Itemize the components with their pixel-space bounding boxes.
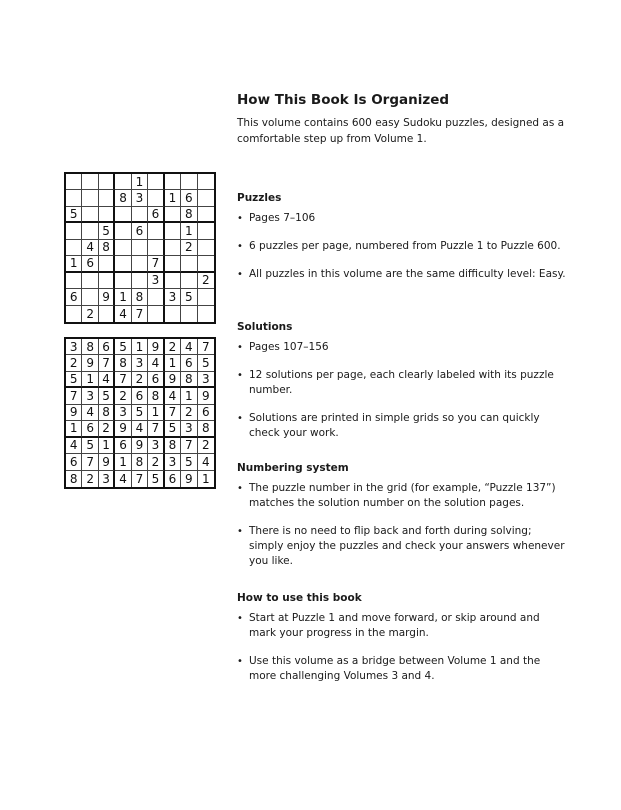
grid-cell <box>66 306 82 322</box>
grid-cell <box>66 174 82 190</box>
grid-cell: 3 <box>132 190 148 206</box>
grid-cell: 5 <box>165 421 181 437</box>
grid-cell: 5 <box>99 388 115 404</box>
grid-cell: 6 <box>82 256 98 272</box>
grid-cell: 8 <box>181 207 197 223</box>
grid-cell: 7 <box>66 388 82 404</box>
section-heading: How to use this book <box>237 592 362 604</box>
grid-cell: 4 <box>198 454 214 470</box>
bullet-icon: • <box>237 269 243 280</box>
grid-cell: 4 <box>82 240 98 256</box>
bullet-item <box>237 481 567 511</box>
bullet-icon: • <box>237 370 243 381</box>
bullet-text: Pages 7–106 <box>249 212 316 224</box>
grid-cell: 3 <box>66 339 82 355</box>
section-heading: Numbering system <box>237 462 349 474</box>
grid-cell <box>99 306 115 322</box>
grid-cell: 3 <box>148 438 164 454</box>
intro-paragraph: This volume contains 600 easy Sudoku puzzles, designed as a comfortable step up from Volume 1. <box>237 117 565 145</box>
grid-cell <box>165 240 181 256</box>
grid-cell <box>148 289 164 305</box>
grid-cell: 7 <box>198 339 214 355</box>
grid-cell <box>132 273 148 289</box>
bullet-item <box>237 211 567 226</box>
grid-cell: 9 <box>165 372 181 388</box>
grid-cell <box>181 306 197 322</box>
bullet-icon: • <box>237 483 243 494</box>
grid-cell: 5 <box>66 372 82 388</box>
grid-cell: 1 <box>66 421 82 437</box>
grid-cell <box>115 207 131 223</box>
grid-cell: 8 <box>165 438 181 454</box>
section <box>237 320 567 441</box>
grid-cell: 1 <box>181 388 197 404</box>
grid-cell: 6 <box>132 388 148 404</box>
grid-cell: 5 <box>66 207 82 223</box>
grid-cell: 2 <box>148 454 164 470</box>
grid-cell <box>115 256 131 272</box>
bullet-text: There is no need to flip back and forth during solving; simply enjoy the puzzles and check your answers whenever you like. <box>249 525 565 567</box>
grid-cell <box>165 256 181 272</box>
grid-cell: 1 <box>165 355 181 371</box>
grid-cell: 9 <box>82 355 98 371</box>
bullet-item <box>237 340 567 355</box>
page-title: How This Book Is Organized <box>237 92 450 108</box>
grid-cell <box>115 174 131 190</box>
section <box>237 591 567 684</box>
grid-cell: 9 <box>181 471 197 487</box>
grid-cell <box>198 207 214 223</box>
bullet-icon: • <box>237 241 243 252</box>
grid-cell: 5 <box>148 471 164 487</box>
grid-cell <box>198 240 214 256</box>
grid-cell <box>82 190 98 206</box>
bullet-icon: • <box>237 526 243 537</box>
bullet-list <box>237 211 567 282</box>
grid-cell: 4 <box>165 388 181 404</box>
grid-cell: 6 <box>198 405 214 421</box>
grid-cell: 7 <box>115 372 131 388</box>
grid-cell: 9 <box>115 421 131 437</box>
bullet-text: The puzzle number in the grid (for example, “Puzzle 137”) matches the solution number on the solution pages. <box>249 482 556 509</box>
bullet-icon: • <box>237 613 243 624</box>
grid-cell <box>181 256 197 272</box>
grid-cell: 4 <box>181 339 197 355</box>
grid-cell: 1 <box>181 223 197 239</box>
grid-cell: 6 <box>148 372 164 388</box>
grid-cell <box>198 190 214 206</box>
bullet-list <box>237 481 567 569</box>
bullet-item <box>237 524 567 569</box>
bullet-text: 6 puzzles per page, numbered from Puzzle 1 to Puzzle 600. <box>249 240 561 252</box>
grid-cell: 4 <box>115 306 131 322</box>
grid-cell: 9 <box>99 289 115 305</box>
grid-cell: 1 <box>82 372 98 388</box>
grid-cell: 1 <box>115 454 131 470</box>
grid-cell: 2 <box>181 405 197 421</box>
bullet-text: Solutions are printed in simple grids so you can quickly check your work. <box>249 412 540 439</box>
grid-cell: 7 <box>132 306 148 322</box>
content-column <box>237 92 567 684</box>
grid-cell: 3 <box>181 421 197 437</box>
grid-cell: 7 <box>148 421 164 437</box>
bullet-text: All puzzles in this volume are the same difficulty level: Easy. <box>249 268 566 280</box>
grid-cell <box>99 256 115 272</box>
grid-cell <box>82 273 98 289</box>
section-heading: Solutions <box>237 321 293 333</box>
grid-cell: 1 <box>99 438 115 454</box>
grid-cell: 6 <box>66 289 82 305</box>
grid-cell: 7 <box>132 471 148 487</box>
grid-cell: 4 <box>99 372 115 388</box>
bullet-item <box>237 267 567 282</box>
bullet-list <box>237 340 567 441</box>
sections <box>237 191 567 684</box>
grid-cell: 4 <box>66 438 82 454</box>
bullet-icon: • <box>237 342 243 353</box>
grid-cell: 9 <box>132 438 148 454</box>
grid-cell: 1 <box>132 174 148 190</box>
grid-cell: 1 <box>132 339 148 355</box>
grid-cell: 3 <box>198 372 214 388</box>
bullet-icon: • <box>237 213 243 224</box>
grid-cell <box>165 207 181 223</box>
grid-cell: 9 <box>99 454 115 470</box>
grid-cell <box>148 190 164 206</box>
grid-cell <box>115 223 131 239</box>
bullet-icon: • <box>237 656 243 667</box>
grid-cell <box>198 256 214 272</box>
bullet-item <box>237 368 567 398</box>
grid-cell <box>198 174 214 190</box>
bullet-text: Use this volume as a bridge between Volume 1 and the more challenging Volumes 3 and 4. <box>249 655 541 682</box>
grid-cell: 6 <box>132 223 148 239</box>
grid-cell: 7 <box>99 355 115 371</box>
grid-cell <box>99 273 115 289</box>
grid-cell <box>198 306 214 322</box>
grid-cell: 8 <box>66 471 82 487</box>
grid-cell: 8 <box>132 289 148 305</box>
puzzle-grid <box>64 172 216 324</box>
grid-cell <box>181 273 197 289</box>
grid-cell: 1 <box>115 289 131 305</box>
grid-cell: 4 <box>82 405 98 421</box>
grid-cell: 3 <box>99 471 115 487</box>
grid-cell: 3 <box>115 405 131 421</box>
grid-cell: 5 <box>181 289 197 305</box>
grid-cell <box>148 174 164 190</box>
grid-cell: 5 <box>132 405 148 421</box>
grid-cell: 6 <box>82 421 98 437</box>
grid-cell: 7 <box>148 256 164 272</box>
grid-cell: 2 <box>165 339 181 355</box>
grid-cell: 1 <box>165 190 181 206</box>
grid-cell: 7 <box>181 438 197 454</box>
grid-cell <box>115 240 131 256</box>
grid-cell: 6 <box>66 454 82 470</box>
grid-cell <box>82 223 98 239</box>
grid-cell <box>99 207 115 223</box>
grid-cell <box>132 256 148 272</box>
grid-cell: 5 <box>181 454 197 470</box>
grid-cell: 8 <box>99 405 115 421</box>
grid-cell: 4 <box>132 421 148 437</box>
grid-cell: 8 <box>181 372 197 388</box>
grid-cell: 1 <box>148 405 164 421</box>
grid-cell <box>99 174 115 190</box>
grid-cell: 4 <box>115 471 131 487</box>
grid-cell: 2 <box>99 421 115 437</box>
grid-cell <box>82 174 98 190</box>
bullet-text: 12 solutions per page, each clearly labeled with its puzzle number. <box>249 369 554 396</box>
grid-cell: 3 <box>148 273 164 289</box>
grid-cell: 9 <box>148 339 164 355</box>
grid-cell: 1 <box>66 256 82 272</box>
grid-cell: 6 <box>165 471 181 487</box>
grid-cell <box>66 190 82 206</box>
grid-cell: 6 <box>99 339 115 355</box>
grid-cell: 3 <box>165 289 181 305</box>
grid-cell <box>148 223 164 239</box>
grid-cell: 2 <box>115 388 131 404</box>
grid-cell <box>198 289 214 305</box>
grid-cell: 8 <box>198 421 214 437</box>
grid-cell: 2 <box>132 372 148 388</box>
grid-cell <box>198 223 214 239</box>
grid-cell: 8 <box>148 388 164 404</box>
grid-cell: 8 <box>99 240 115 256</box>
grid-cell: 8 <box>82 339 98 355</box>
bullet-item <box>237 654 567 684</box>
grid-cell <box>148 306 164 322</box>
grid-cell <box>132 207 148 223</box>
grid-cell: 1 <box>201 471 210 486</box>
grid-cell: 2 <box>82 306 98 322</box>
grid-cell: 5 <box>115 339 131 355</box>
grid-cell: 8 <box>115 355 131 371</box>
section-heading: Puzzles <box>237 192 282 204</box>
grid-cell: 3 <box>82 388 98 404</box>
grid-cell: 8 <box>132 454 148 470</box>
grid-cell: 3 <box>132 355 148 371</box>
grid-cell <box>148 240 164 256</box>
section <box>237 191 567 282</box>
grid-cell: 2 <box>82 471 98 487</box>
bullet-item <box>237 611 567 641</box>
grid-cell <box>165 223 181 239</box>
grid-cell: 6 <box>148 207 164 223</box>
grid-cell <box>66 273 82 289</box>
grid-cell: 5 <box>198 355 214 371</box>
grid-cell: 4 <box>148 355 164 371</box>
grid-cell: 6 <box>181 190 197 206</box>
solution-grid <box>64 337 216 489</box>
grid-cell: 8 <box>115 190 131 206</box>
grid-cell: 7 <box>165 405 181 421</box>
grid-cell <box>165 306 181 322</box>
grid-cell: 2 <box>198 438 214 454</box>
grid-cell <box>66 240 82 256</box>
grid-cell <box>181 174 197 190</box>
grid-cell: 2 <box>66 355 82 371</box>
grid-cell <box>99 190 115 206</box>
grid-cell <box>165 273 181 289</box>
bullet-text: Pages 107–156 <box>249 341 329 353</box>
bullet-text: Start at Puzzle 1 and move forward, or skip around and mark your progress in the margin. <box>249 612 540 639</box>
grid-cell <box>66 223 82 239</box>
grid-cell <box>82 289 98 305</box>
grid-cell: 6 <box>181 355 197 371</box>
grid-cell: 2 <box>181 240 197 256</box>
grid-cell <box>115 273 131 289</box>
bullet-icon: • <box>237 413 243 424</box>
bullet-item <box>237 411 567 441</box>
grid-cell: 7 <box>82 454 98 470</box>
bullet-list <box>237 611 567 684</box>
grid-cell: 3 <box>165 454 181 470</box>
grid-cell <box>132 240 148 256</box>
grid-cell: 2 <box>198 273 214 289</box>
grid-cell <box>165 174 181 190</box>
grid-cell: 5 <box>99 223 115 239</box>
grid-cell <box>82 207 98 223</box>
grid-cell: 5 <box>82 438 98 454</box>
grid-cell: 9 <box>198 388 214 404</box>
bullet-item <box>237 239 567 254</box>
grid-cell: 9 <box>66 405 82 421</box>
grid-cell: 6 <box>115 438 131 454</box>
section <box>237 461 567 569</box>
